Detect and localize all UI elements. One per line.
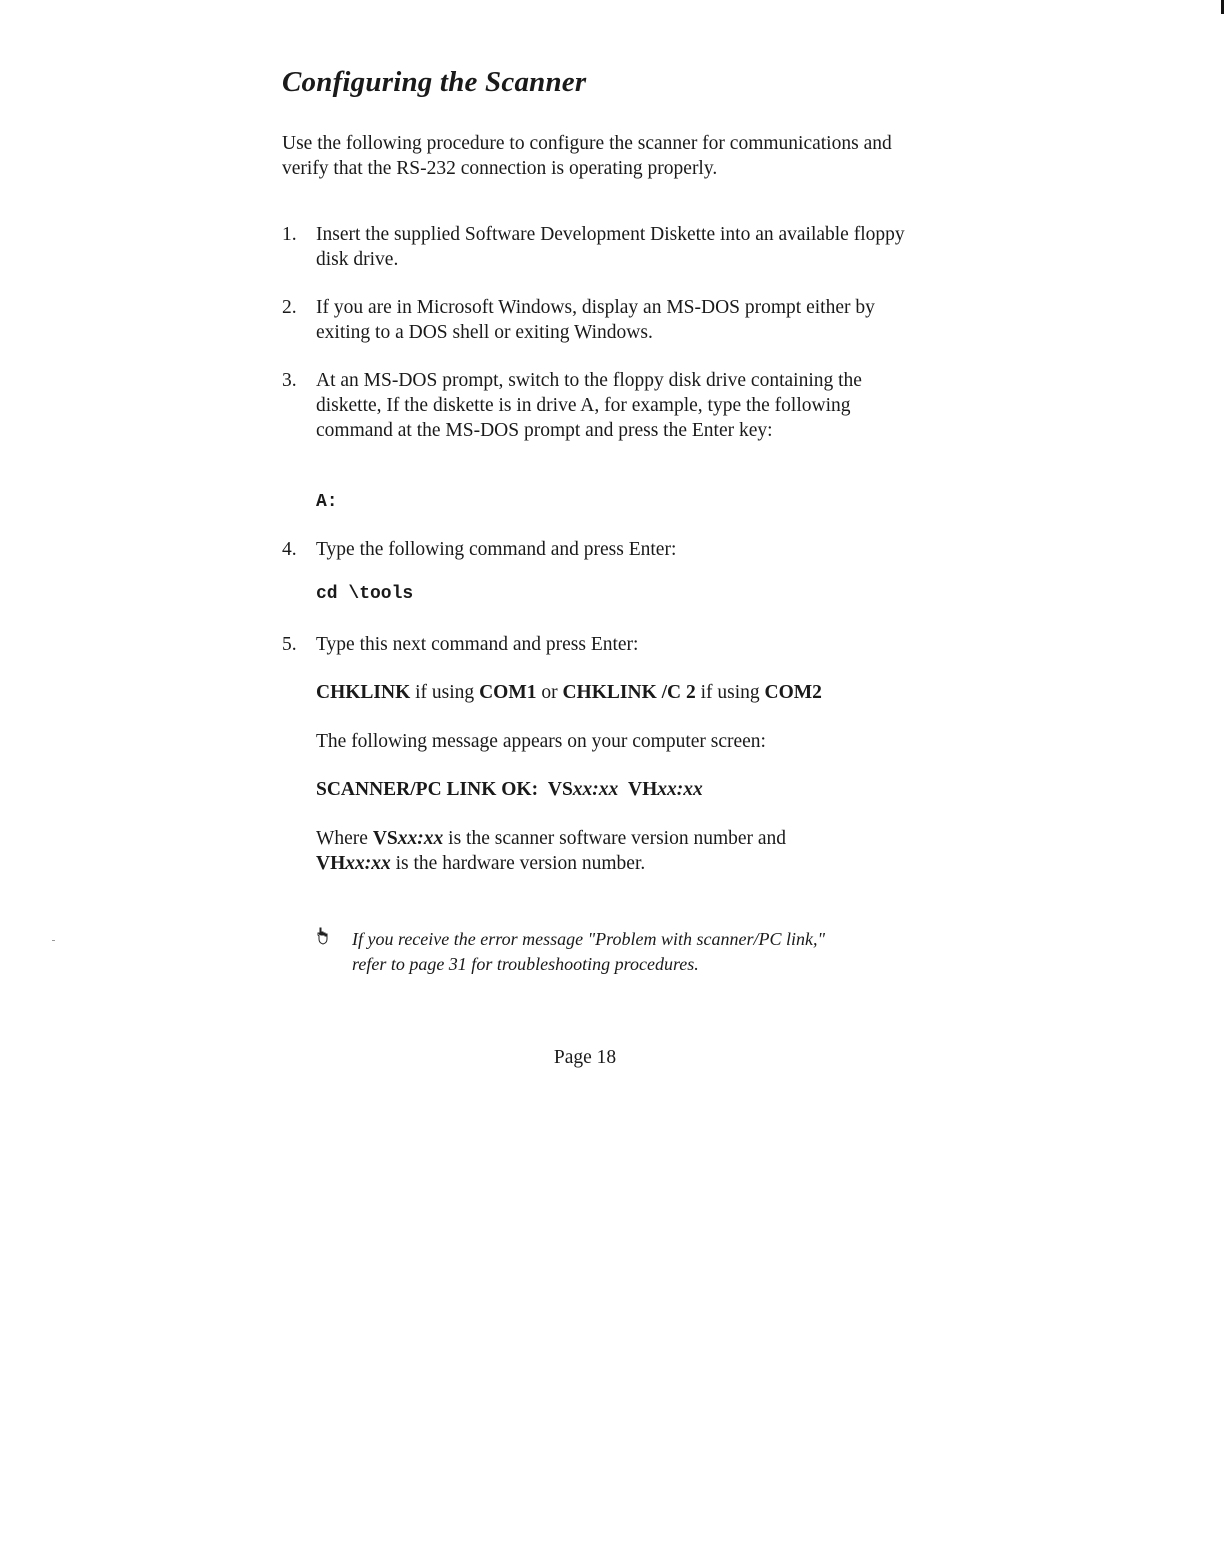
- vs-suffix: xx:xx: [397, 828, 444, 849]
- link-ok-label: SCANNER/PC LINK OK:: [316, 779, 539, 800]
- chklink-text: if using: [695, 682, 765, 703]
- code-cd-tools: cd \tools: [316, 584, 414, 604]
- vh-prefix: VH: [628, 779, 658, 800]
- step-text: If you are in Microsoft Windows, display an MS-DOS prompt either by exiting to a DOS shell or exiting Windows.: [316, 297, 875, 343]
- code-drive-a: A:: [316, 492, 338, 512]
- step-number: 2.: [282, 297, 297, 318]
- step-number: 3.: [282, 370, 297, 391]
- intro-paragraph: Use the following procedure to configure the scanner for communications and verify that the RS-232 connection is operating properly.: [282, 133, 892, 179]
- chklink-text: or: [536, 682, 563, 703]
- chklink-cmd-2: CHKLINK /C 2: [562, 682, 696, 703]
- where-text: is the hardware version number.: [390, 853, 646, 874]
- scan-speck: [52, 940, 55, 941]
- vs-prefix: VS: [372, 828, 398, 849]
- com2-label: COM2: [764, 682, 822, 703]
- vh-suffix: xx:xx: [657, 779, 703, 800]
- message-intro: The following message appears on your computer screen:: [316, 731, 766, 752]
- step-text: At an MS-DOS prompt, switch to the floppy disk drive containing the diskette, If the diskette is in drive A, for example, type the following command at the MS-DOS prompt and press the Enter key:: [316, 370, 862, 441]
- step-number: 4.: [282, 539, 297, 560]
- vs-suffix: xx:xx: [572, 779, 619, 800]
- page-number: Page 18: [553, 1047, 617, 1068]
- com1-label: COM1: [479, 682, 537, 703]
- version-explanation: [316, 826, 916, 876]
- step-text: Type the following command and press Enter:: [316, 539, 677, 560]
- chklink-text: if using: [410, 682, 480, 703]
- vh-prefix: VH: [316, 853, 346, 874]
- chklink-cmd-1: CHKLINK: [316, 682, 411, 703]
- page-title: Configuring the Scanner: [282, 66, 587, 98]
- vs-prefix: VS: [547, 779, 573, 800]
- step-text: Type this next command and press Enter:: [316, 634, 639, 655]
- vh-suffix: xx:xx: [345, 853, 391, 874]
- chklink-command-line: [316, 680, 916, 705]
- pointing-hand-icon: [316, 927, 334, 953]
- link-ok-message: [316, 777, 916, 802]
- where-text: Where: [316, 828, 373, 849]
- step-text: Insert the supplied Software Development Diskette into an available floppy disk drive.: [316, 224, 905, 270]
- note-line-2: refer to page 31 for troubleshooting procedures.: [352, 954, 699, 974]
- step-number: 1.: [282, 224, 297, 245]
- note-line-1: If you receive the error message "Problem with scanner/PC link,": [352, 929, 826, 949]
- where-text: is the scanner software version number and: [443, 828, 787, 849]
- step-number: 5.: [282, 634, 297, 655]
